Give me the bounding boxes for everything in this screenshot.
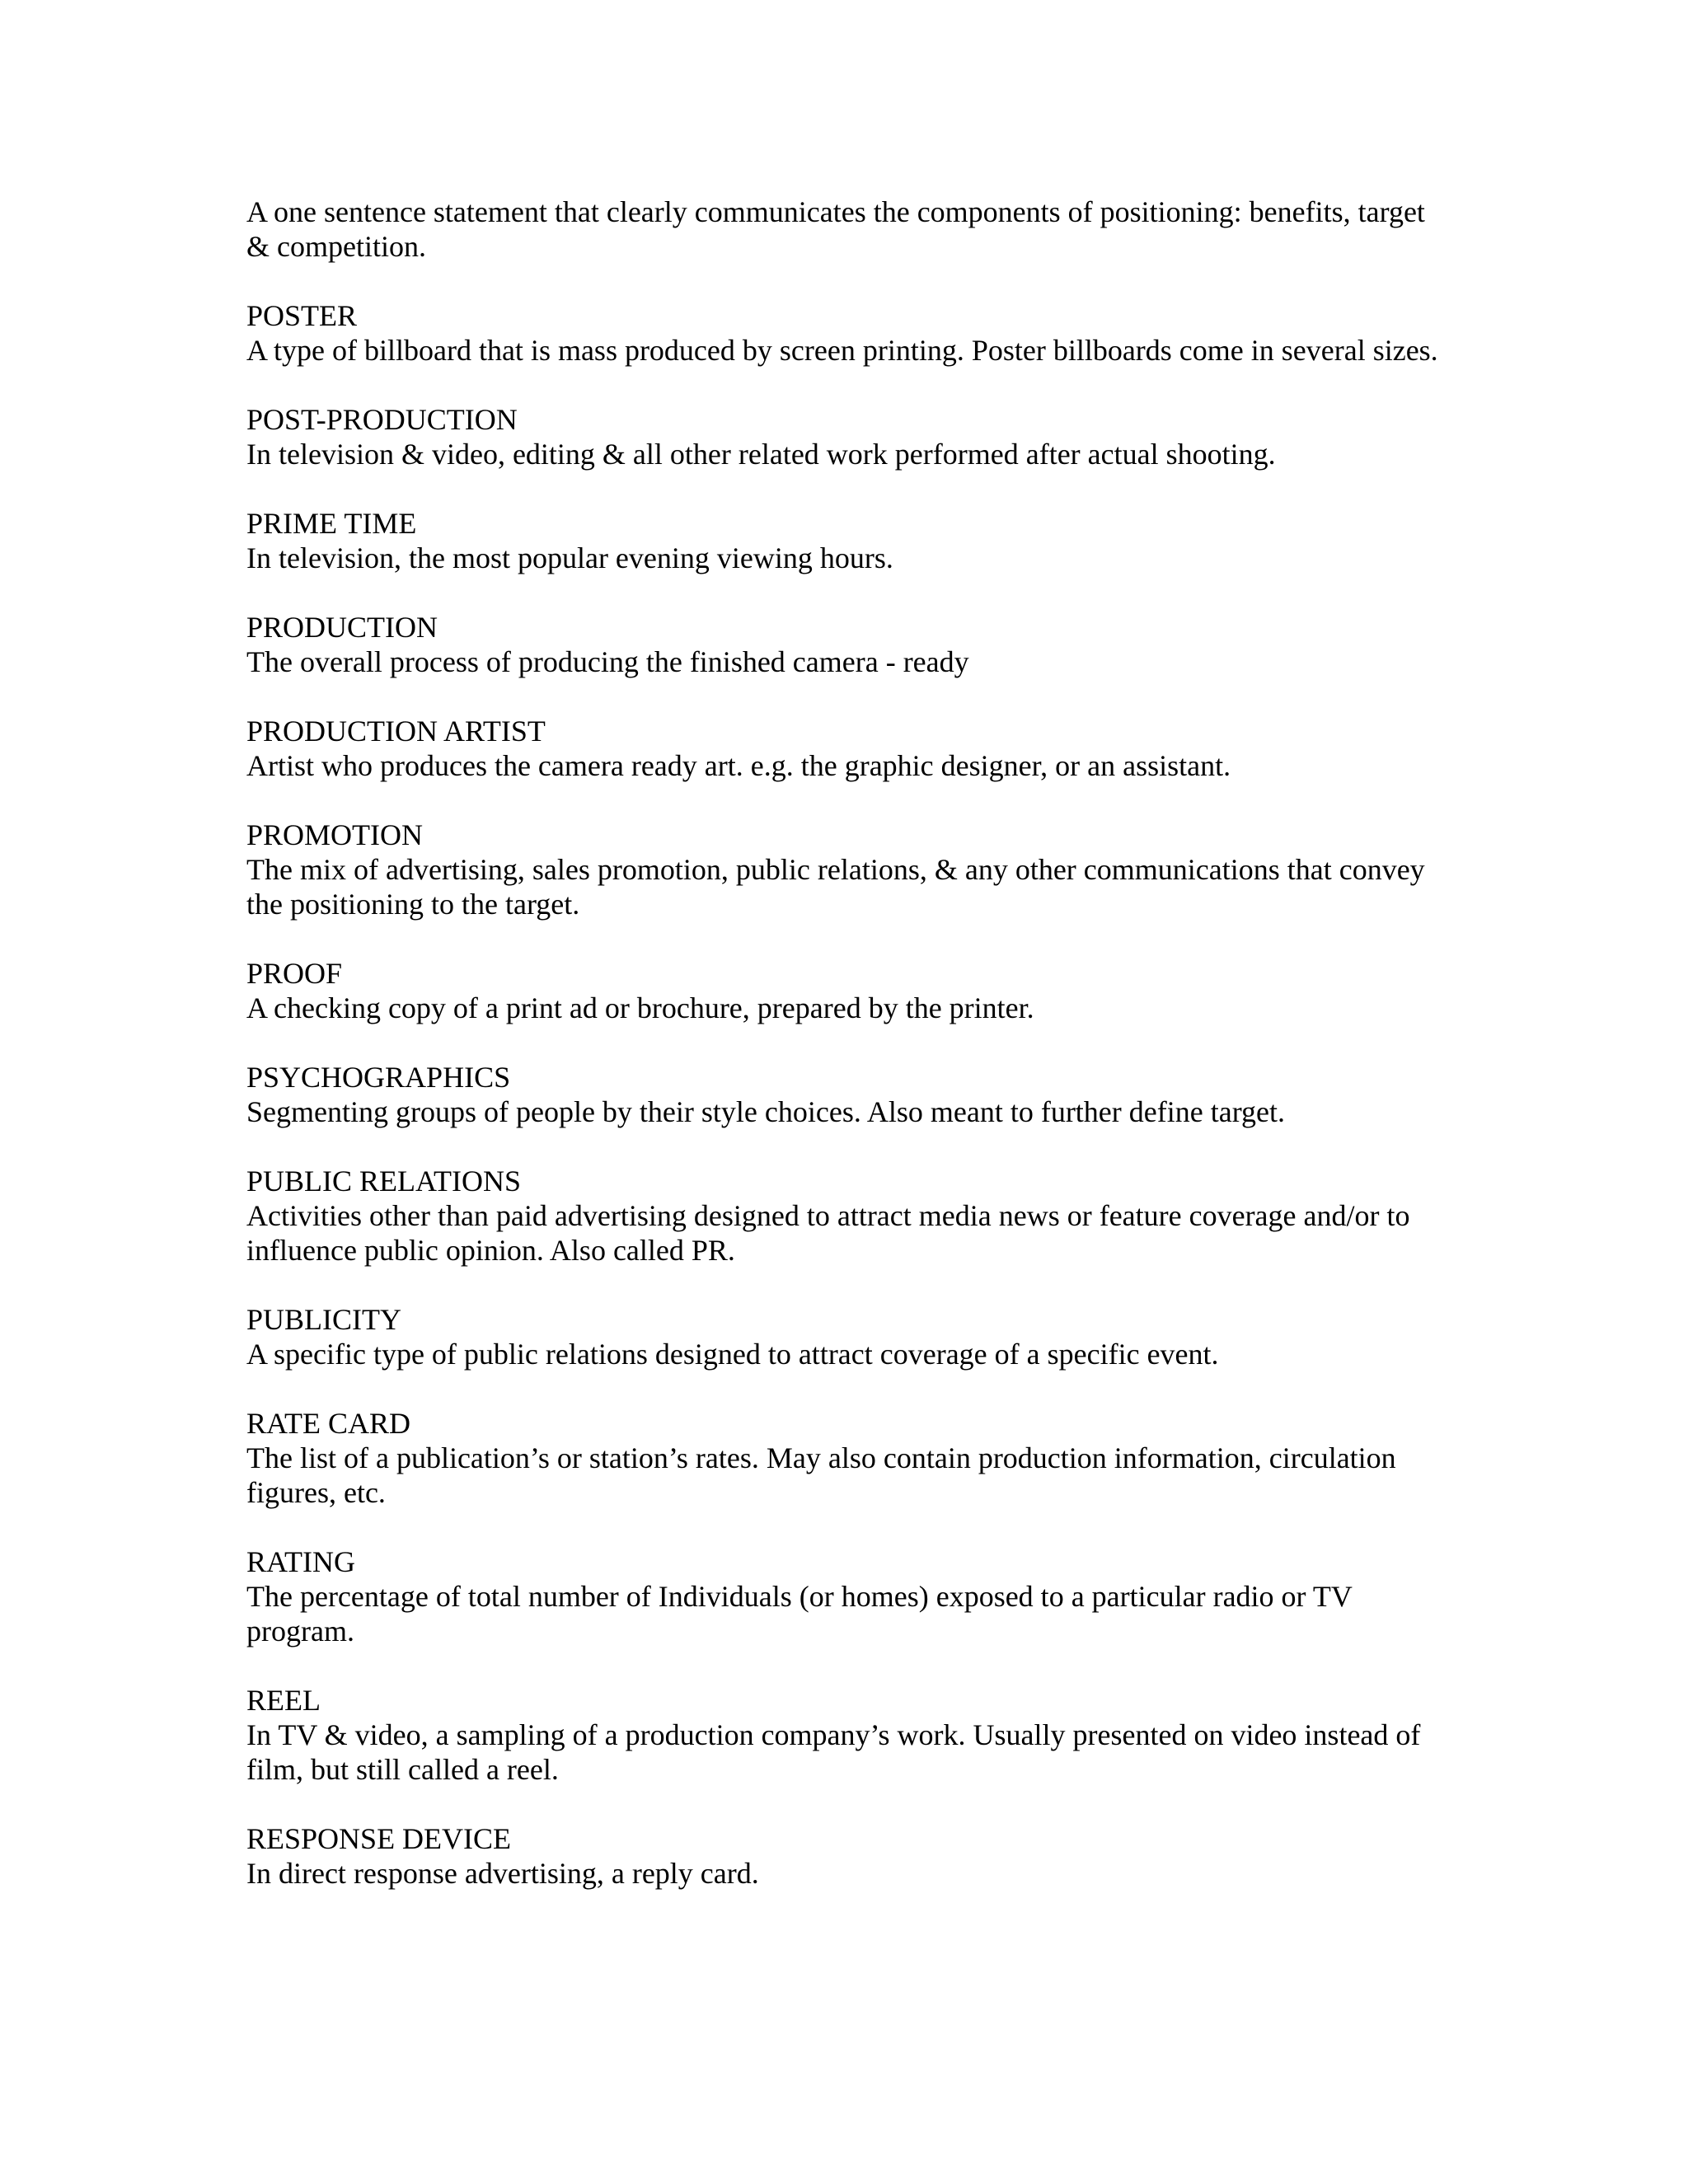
glossary-term: PROOF — [246, 957, 343, 990]
glossary-term: PUBLICITY — [246, 1303, 401, 1336]
glossary-definition: Artist who produces the camera ready art. e.g. the graphic designer, or an assistant. — [246, 749, 1231, 782]
glossary-term: PRIME TIME — [246, 507, 417, 540]
glossary-entry-public-relations — [246, 1164, 1450, 1268]
glossary-term: POSTER — [246, 299, 358, 332]
glossary-entry-production — [246, 610, 1450, 679]
lead-entry — [246, 194, 1450, 264]
glossary-definition: The list of a publication’s or station’s rates. May also contain production information, circulation figures, etc. — [246, 1441, 1396, 1509]
glossary-definition: The overall process of producing the finished camera - ready — [246, 645, 969, 678]
glossary-entry-rating — [246, 1544, 1450, 1648]
glossary-entry-prime-time — [246, 506, 1450, 575]
glossary-definition: In TV & video, a sampling of a production company’s work. Usually presented on video instead of film, but still called a reel. — [246, 1718, 1421, 1786]
glossary-entry-promotion — [246, 818, 1450, 921]
glossary-entry-publicity — [246, 1302, 1450, 1371]
glossary-term: POST-PRODUCTION — [246, 403, 518, 436]
glossary-definition: The mix of advertising, sales promotion, public relations, & any other communications that convey the positioning to the target. — [246, 853, 1425, 921]
glossary-entry-reel — [246, 1683, 1450, 1787]
lead-definition: A one sentence statement that clearly communicates the components of positioning: benefits, target & competition. — [246, 195, 1425, 263]
glossary-definition: The percentage of total number of Individuals (or homes) exposed to a particular radio or TV program. — [246, 1580, 1353, 1647]
glossary-definition: Segmenting groups of people by their style choices. Also meant to further define target. — [246, 1095, 1286, 1128]
glossary-term: RATING — [246, 1545, 355, 1578]
glossary-term: PRODUCTION ARTIST — [246, 715, 546, 748]
glossary-entry-production-artist — [246, 714, 1450, 783]
glossary-definition: In television & video, editing & all other related work performed after actual shooting. — [246, 438, 1276, 471]
glossary-term: PUBLIC RELATIONS — [246, 1165, 522, 1197]
glossary-definition: In direct response advertising, a reply card. — [246, 1857, 759, 1890]
glossary-entry-psychographics — [246, 1060, 1450, 1129]
glossary-term: RESPONSE DEVICE — [246, 1822, 512, 1855]
glossary-definition: Activities other than paid advertising designed to attract media news or feature coverage and/or to influence public opinion. Also called PR. — [246, 1199, 1410, 1267]
glossary-definition: A checking copy of a print ad or brochure, prepared by the printer. — [246, 991, 1034, 1024]
glossary-definition: In television, the most popular evening viewing hours. — [246, 541, 893, 574]
glossary-term: PROMOTION — [246, 818, 424, 851]
glossary-term: PRODUCTION — [246, 611, 438, 644]
glossary-entry-post-production — [246, 402, 1450, 471]
glossary-definition: A type of billboard that is mass produced by screen printing. Poster billboards come in several sizes. — [246, 334, 1438, 367]
glossary-term: REEL — [246, 1684, 321, 1717]
glossary-term: RATE CARD — [246, 1407, 411, 1440]
glossary-content — [246, 194, 1450, 1925]
glossary-definition: A specific type of public relations designed to attract coverage of a specific event. — [246, 1338, 1219, 1371]
glossary-entry-response-device — [246, 1821, 1450, 1891]
glossary-term: PSYCHOGRAPHICS — [246, 1061, 511, 1094]
glossary-entry-poster — [246, 298, 1450, 368]
glossary-entry-proof — [246, 956, 1450, 1025]
glossary-entry-rate-card — [246, 1406, 1450, 1510]
